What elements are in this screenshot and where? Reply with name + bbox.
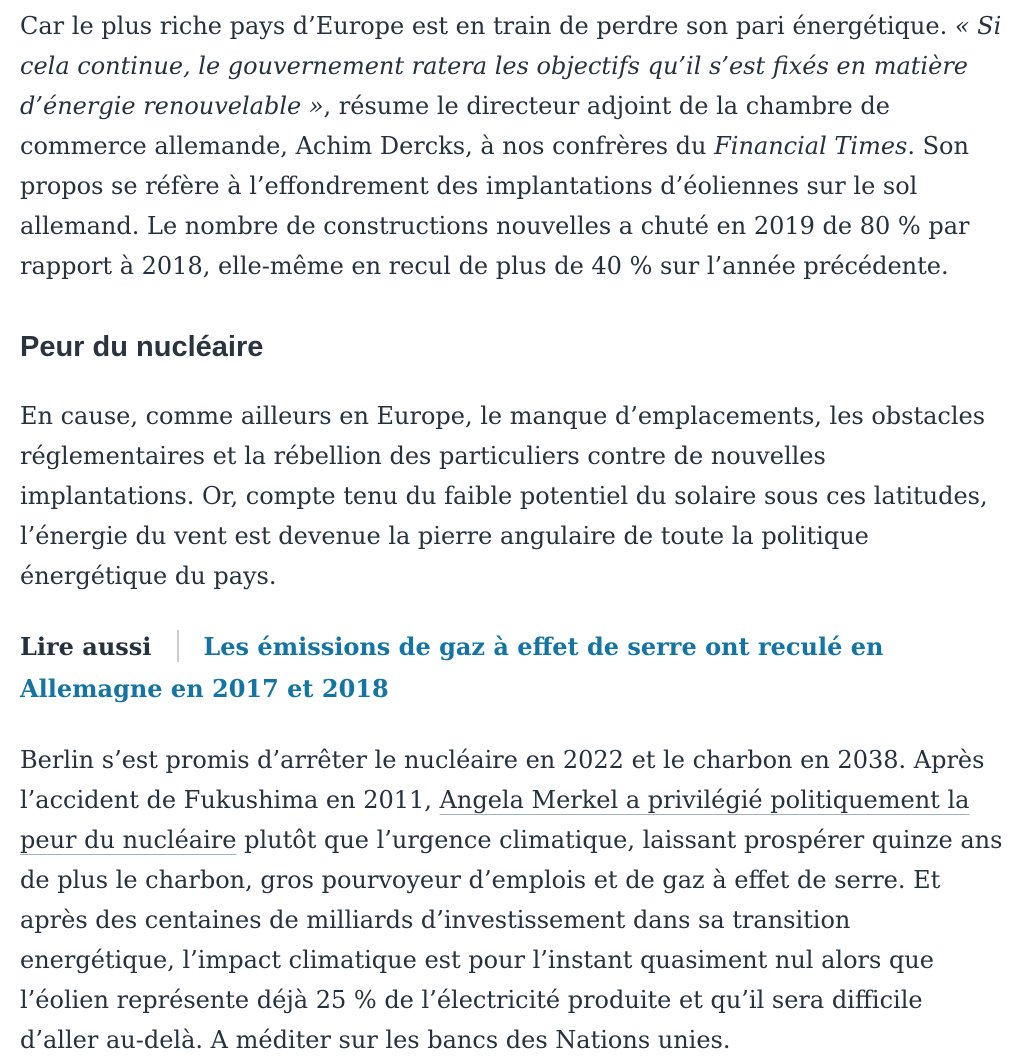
read-also-link[interactable]: Les émissions de gaz à effet de serre ont reculé en Allemagne en 2017 et 2018 [20, 632, 884, 703]
vertical-divider [177, 630, 179, 662]
paragraph-causes: En cause, comme ailleurs en Europe, le manque d’emplacements, les obstacles réglementaires et la rébellion des particuliers contre de nouvelles implantations. Or, compte tenu du faible potentiel du solaire sous ces latitudes, l’énergie du vent est devenue la pierre angulaire de toute la politique énergétique du pays. [20, 402, 988, 590]
berlin-text-start: Berlin s’est promis d’arrêter le nucléaire en 2022 et le charbon en 2038. Après l’accident de Fukushima en 2011, [20, 746, 985, 814]
inline-link-peur-du-nucleaire[interactable]: Angela Merkel a privilégié politiquement la peur du nucléaire [20, 786, 970, 854]
intro-text-middle: , résume le directeur adjoint de la chambre de commerce allemande, Achim Dercks, à nos confrères du [20, 92, 890, 160]
intro-text-start: Car le plus riche pays d’Europe est en train de perdre son pari énergétique. [20, 12, 955, 40]
paragraph-intro [20, 6, 1005, 286]
berlin-text-end: plutôt que l’urgence climatique, laissant prospérer quinze ans de plus le charbon, gros pourvoyeur d’emplois et de gaz à effet de serre. Et après des centaines de milliards d’investissement dans sa transition energétique, l’impact climatique est pour l’instant quasiment nul alors que l’éolien représente déjà 25 % de l’électricité produite et qu’il sera difficile d’aller au-delà. A méditer sur les bancs des Nations unies. [20, 826, 1003, 1054]
read-also-block [20, 626, 1005, 710]
paragraph-berlin [20, 740, 1005, 1060]
read-also-label: Lire aussi [20, 632, 152, 661]
financial-times-italic: Financial Times [714, 132, 908, 160]
section-heading: Peur du nucléaire [20, 331, 264, 363]
quote-italic: « Si cela continue, le gouvernement ratera les objectifs qu’il s’est fixés en matière d’énergie renouvelable » [20, 12, 1002, 120]
intro-text-end: . Son propos se réfère à l’effondrement des implantations d’éoliennes sur le sol allemand. Le nombre de constructions nouvelles a chuté en 2019 de 80 % par rapport à 2018, elle-même en recul de plus de 40 % sur l’année précédente. [20, 132, 970, 280]
